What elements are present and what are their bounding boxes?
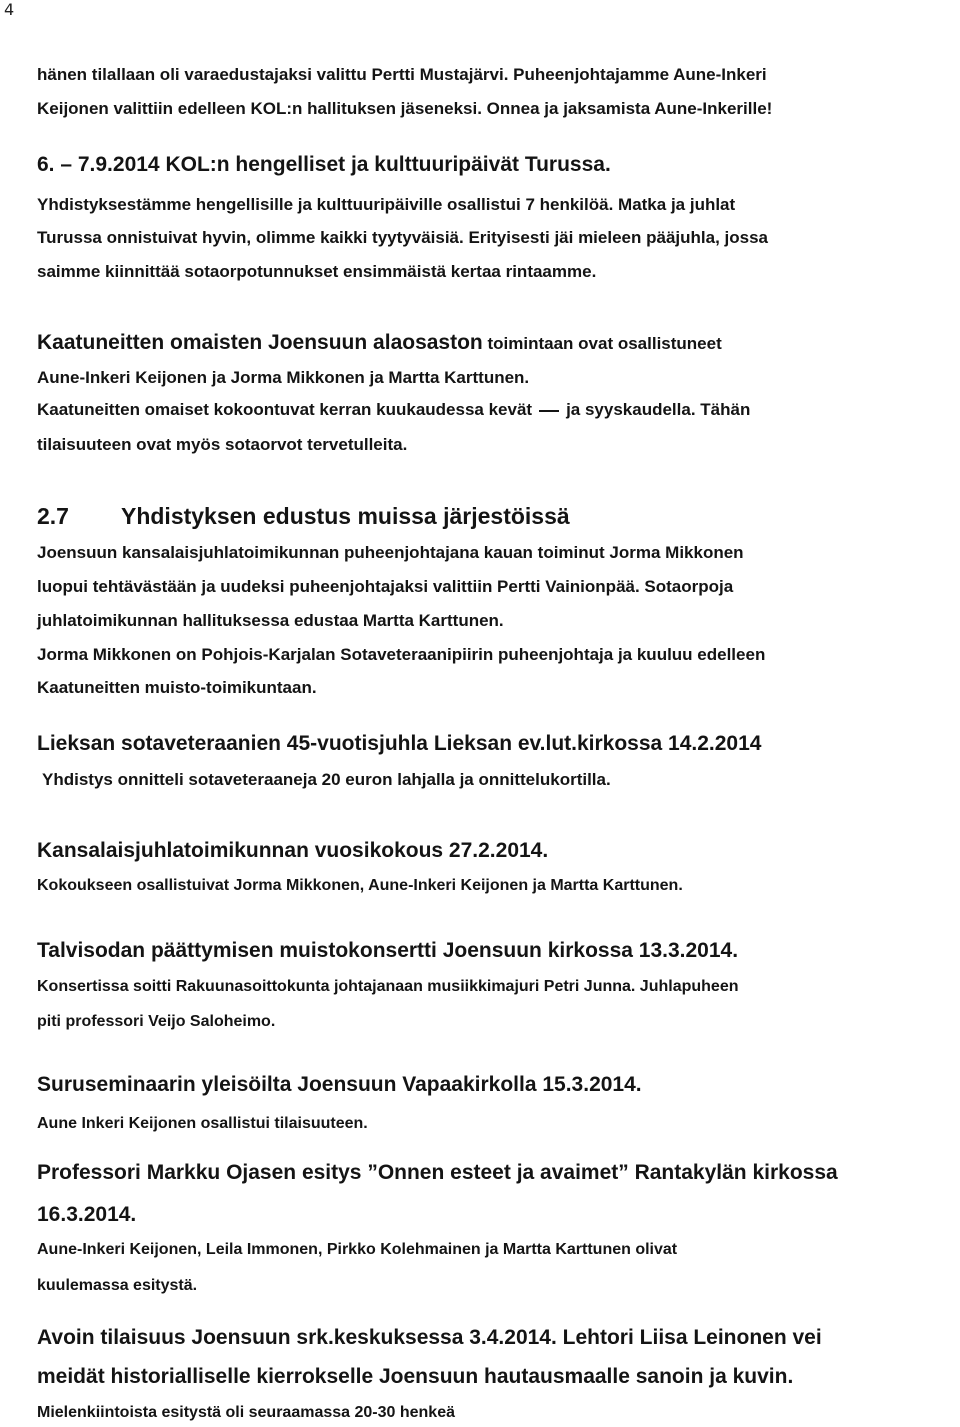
para1-line1: hänen tilallaan oli varaedustajaksi valittu Pertti Mustajärvi. Puheenjohtajamme Aune-Inkeri [37, 65, 767, 84]
kol-line3: saimme kiinnittää sotaorpotunnukset ensimmäistä kertaa rintaamme. [37, 262, 597, 281]
lieksa-heading: Lieksan sotaveteraanien 45-vuotisjuhla Lieksan ev.lut.kirkossa 14.2.2014 [37, 732, 762, 755]
vuosikokous-heading: Kansalaisjuhlatoimikunnan vuosikokous 27.2.2014. [37, 839, 549, 862]
kaatuneet-line3b: ja syyskaudella. Tähän [566, 400, 751, 419]
section27-line4: Jorma Mikkonen on Pohjois-Karjalan Sotaveteraanipiirin puheenjohtaja ja kuuluu edelleen [37, 645, 766, 664]
section27-line1: Joensuun kansalaisjuhlatoimikunnan puheenjohtajana kauan toiminut Jorma Mikkonen [37, 543, 744, 562]
avoin-line3: Mielenkiintoista esitystä oli seuraamassa 20-30 henkeä [37, 1404, 455, 1421]
ojanen-heading2: 16.3.2014. [37, 1203, 137, 1226]
ojanen-heading1: Professori Markku Ojasen esitys ”Onnen esteet ja avaimet” Rantakylän kirkossa [37, 1161, 838, 1184]
suru-text: Aune Inkeri Keijonen osallistui tilaisuuteen. [37, 1115, 368, 1132]
para1-line2: Keijonen valittiin edelleen KOL:n hallituksen jäseneksi. Onnea ja jaksamista Aune-Inkerille! [37, 99, 773, 118]
kol-heading: 6. – 7.9.2014 KOL:n hengelliset ja kulttuuripäivät Turussa. [37, 153, 611, 176]
talvisota-line1: Konsertissa soitti Rakuunasoittokunta johtajanaan musiikkimajuri Petri Junna. Juhlapuheen [37, 978, 739, 995]
kaatuneet-lead: Kaatuneitten omaisten Joensuun alaosaston [37, 331, 483, 354]
section-number: 2.7 [37, 503, 69, 529]
section-heading [37, 503, 570, 530]
dash-divider [539, 410, 559, 412]
kaatuneet-line3 [37, 400, 750, 420]
kol-line1: Yhdistyksestämme hengellisille ja kulttuuripäiville osallistui 7 henkilöä. Matka ja juhlat [37, 195, 736, 214]
talvisota-line2: piti professori Veijo Saloheimo. [37, 1013, 276, 1030]
suru-heading: Suruseminaarin yleisöilta Joensuun Vapaakirkolla 15.3.2014. [37, 1073, 642, 1096]
section-title: Yhdistyksen edustus muissa järjestöissä [120, 503, 570, 529]
kaatuneet-line3a: Kaatuneitten omaiset kokoontuvat kerran kuukaudessa kevät [37, 400, 533, 419]
ojanen-line2: kuulemassa esitystä. [37, 1277, 198, 1294]
avoin-line2: meidät historialliselle kierrokselle Joensuun hautausmaalle sanoin ja kuvin. [37, 1365, 794, 1388]
talvisota-heading: Talvisodan päättymisen muistokonsertti Joensuun kirkossa 13.3.2014. [37, 939, 739, 962]
section27-line3: juhlatoimikunnan hallituksessa edustaa Martta Karttunen. [37, 611, 504, 630]
page-number: 4 [4, 0, 15, 19]
kaatuneet-line1 [37, 331, 722, 355]
ojanen-line1: Aune-Inkeri Keijonen, Leila Immonen, Pirkko Kolehmainen ja Martta Karttunen olivat [37, 1241, 678, 1258]
kaatuneet-lead-rest: toimintaan ovat osallistuneet [482, 334, 722, 353]
vuosikokous-text: Kokoukseen osallistuivat Jorma Mikkonen, Aune-Inkeri Keijonen ja Martta Karttunen. [37, 877, 683, 894]
kaatuneet-line4: tilaisuuteen ovat myös sotaorvot tervetulleita. [37, 435, 408, 454]
lieksa-text: Yhdistys onnitteli sotaveteraaneja 20 euron lahjalla ja onnittelukortilla. [42, 770, 611, 789]
section27-line2: luopui tehtävästään ja uudeksi puheenjohtajaksi valittiin Pertti Vainionpää. Sotaorpoja [37, 577, 734, 596]
kaatuneet-line2: Aune-Inkeri Keijonen ja Jorma Mikkonen ja Martta Karttunen. [37, 368, 530, 387]
section27-line5: Kaatuneitten muisto-toimikuntaan. [37, 678, 317, 697]
avoin-line1: Avoin tilaisuus Joensuun srk.keskuksessa 3.4.2014. Lehtori Liisa Leinonen vei [37, 1326, 822, 1349]
kol-line2: Turussa onnistuivat hyvin, olimme kaikki tyytyväisiä. Erityisesti jäi mieleen pääjuhla, jossa [37, 228, 768, 247]
